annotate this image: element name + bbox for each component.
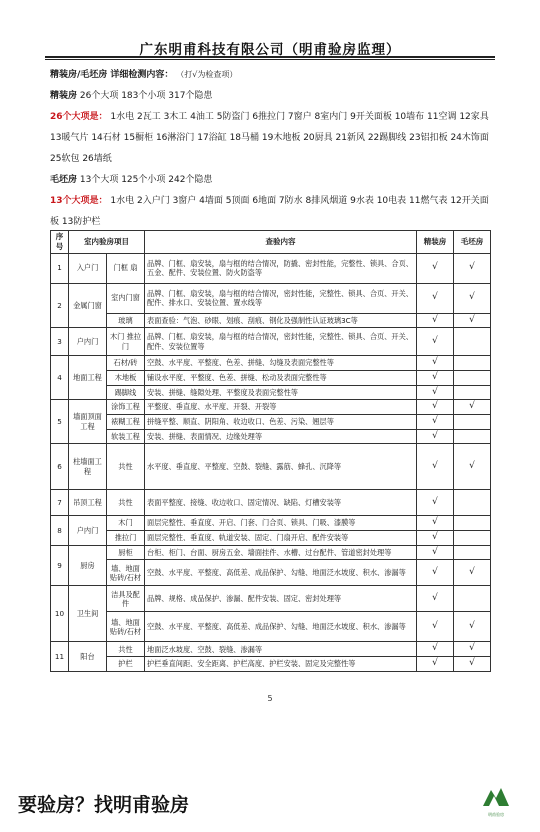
row-fine-check: √ — [417, 313, 454, 328]
row-subitem: 共性 — [107, 490, 145, 516]
row-fine-check: √ — [417, 370, 454, 385]
fine-label: 精装房 — [50, 91, 78, 101]
table-row — [51, 283, 491, 313]
intro-heading: 精装房/毛坯房 详细检测内容： — [50, 70, 174, 80]
row-no: 1 — [51, 253, 69, 283]
table-row — [51, 642, 491, 657]
rough-items-label: 13个大项是： — [50, 196, 108, 206]
row-fine-check: √ — [417, 545, 454, 560]
table-row — [51, 356, 491, 371]
row-category: 墙面顶面工程 — [69, 400, 107, 444]
row-rough-check — [454, 370, 491, 385]
table-row — [51, 385, 491, 400]
mountain-logo-icon — [481, 780, 511, 810]
rough-summary-line — [50, 170, 490, 191]
row-content: 面层完整性、垂直度、轨道安装、固定、门扇开启、配件安装等 — [145, 531, 417, 546]
fine-items-text: 1水电 2瓦工 3木工 4油工 5防盗门 6推拉门 7窗户 8室内门 9开关面板 10墙布 11空调 12家具 13暖气片 14石材 15橱柜 16淋浴门 17浴缸 18马桶 19木地板 20厨具 21新风 22踢脚线 23铝扣板 24木饰面 25软包 26墙纸 — [50, 112, 489, 164]
row-fine-check: √ — [417, 400, 454, 415]
row-rough-check: √ — [454, 444, 491, 490]
intro-section — [50, 64, 490, 233]
row-content: 表面查验：气泡、砂眼、划痕、刮痕、钢化及强制性认证玻璃3C等 — [145, 313, 417, 328]
rough-summary: 13个大项 125个小项 242个隐患 — [79, 175, 213, 185]
row-subitem: 室内门窗 — [107, 283, 145, 313]
page-title: 广东明甫科技有限公司（明甫验房监理） — [139, 42, 401, 58]
row-rough-check: √ — [454, 400, 491, 415]
row-fine-check: √ — [417, 429, 454, 444]
table-row — [51, 414, 491, 429]
row-content: 表面平整度、接缝、收边收口、固定情况、缺陷、灯槽安装等 — [145, 490, 417, 516]
row-content: 安装、拼缝、缝隙处理、平整度及表面完整性等 — [145, 385, 417, 400]
header-rough: 毛坯房 — [454, 231, 491, 254]
row-category: 厨房 — [69, 545, 107, 586]
row-no: 7 — [51, 490, 69, 516]
table-header-row — [51, 231, 491, 254]
row-fine-check: √ — [417, 490, 454, 516]
row-content: 拼缝平整、顺直、阴阳角、收边收口、色差、污染、翘层等 — [145, 414, 417, 429]
row-rough-check — [454, 414, 491, 429]
row-fine-check: √ — [417, 657, 454, 672]
row-content: 面层完整性、垂直度、开启、门套、门合页、锁具、门吸、漆膜等 — [145, 516, 417, 531]
rough-items-line — [50, 191, 490, 233]
row-category: 卫生间 — [69, 586, 107, 642]
table-row — [51, 560, 491, 586]
table-row — [51, 429, 491, 444]
table-row — [51, 612, 491, 642]
table-row — [51, 586, 491, 612]
header-content: 查验内容 — [145, 231, 417, 254]
table-row — [51, 490, 491, 516]
row-content: 铺设水平度、平整度、色差、拼缝、松动及表面完整性等 — [145, 370, 417, 385]
row-content: 空鼓、水平度、平整度、高低差、成品保护、勾缝、地面泛水坡度、积水、渗漏等 — [145, 612, 417, 642]
row-content: 护栏垂直间距、安全距离、护栏高度、护栏安装、固定及完整性等 — [145, 657, 417, 672]
row-category: 入户门 — [69, 253, 107, 283]
row-fine-check: √ — [417, 612, 454, 642]
rough-items-text: 1水电 2入户门 3窗户 4墙面 5顶面 6地面 7防水 8排风烟道 9水表 10电表 11燃气表 12开关面板 13防护栏 — [50, 196, 489, 227]
row-rough-check — [454, 545, 491, 560]
row-rough-check — [454, 328, 491, 356]
table-row — [51, 444, 491, 490]
row-no: 2 — [51, 283, 69, 328]
row-rough-check: √ — [454, 657, 491, 672]
rough-label: 毛坯房 — [50, 175, 78, 185]
row-content: 平整度、垂直度、水平度、开裂、开裂等 — [145, 400, 417, 415]
fine-summary: 26个大项 183个小项 317个隐患 — [79, 91, 213, 101]
row-category: 户内门 — [69, 328, 107, 356]
intro-heading-note: （打√为检查项） — [176, 70, 238, 79]
row-subitem: 软装工程 — [107, 429, 145, 444]
row-rough-check — [454, 586, 491, 612]
row-subitem: 涂饰工程 — [107, 400, 145, 415]
header-item: 室内验房项目 — [69, 231, 145, 254]
title-rule-thin — [45, 59, 495, 60]
row-category: 地面工程 — [69, 356, 107, 400]
row-fine-check: √ — [417, 444, 454, 490]
table-row — [51, 253, 491, 283]
row-subitem: 护栏 — [107, 657, 145, 672]
fine-summary-line — [50, 86, 490, 107]
row-subitem: 厨柜 — [107, 545, 145, 560]
row-subitem: 推拉门 — [107, 531, 145, 546]
row-subitem: 踢脚线 — [107, 385, 145, 400]
intro-heading-line — [50, 64, 490, 86]
row-content: 台柜、柜门、台面、厨房五金、墙面挂件、水槽、过台配件、管道密封处理等 — [145, 545, 417, 560]
row-rough-check: √ — [454, 612, 491, 642]
row-fine-check: √ — [417, 356, 454, 371]
row-content: 水平度、垂直度、平整度、空鼓、裂缝、露筋、蜂孔、沉降等 — [145, 444, 417, 490]
row-content: 品牌、门框、扇安装，扇与框的结合情况，密封性能，完整性、锁具、合页、开关、配件、安装位置等 — [145, 328, 417, 356]
row-subitem: 共性 — [107, 642, 145, 657]
table-row — [51, 313, 491, 328]
row-fine-check: √ — [417, 414, 454, 429]
row-category: 吊顶工程 — [69, 490, 107, 516]
row-content: 品牌、规格、成品保护、渗漏、配件安装、固定、密封处理等 — [145, 586, 417, 612]
table-row — [51, 516, 491, 531]
row-subitem: 裱糊工程 — [107, 414, 145, 429]
fine-items-line — [50, 107, 490, 170]
table-row — [51, 328, 491, 356]
row-fine-check: √ — [417, 560, 454, 586]
row-rough-check — [454, 385, 491, 400]
row-no: 11 — [51, 642, 69, 671]
table-row — [51, 531, 491, 546]
row-fine-check: √ — [417, 283, 454, 313]
row-subitem: 墙、地面贴砖/石材 — [107, 560, 145, 586]
row-fine-check: √ — [417, 253, 454, 283]
row-category: 金属门窗 — [69, 283, 107, 328]
table-row — [51, 545, 491, 560]
table-row — [51, 657, 491, 672]
row-fine-check: √ — [417, 586, 454, 612]
row-subitem: 洁具及配件 — [107, 586, 145, 612]
row-fine-check: √ — [417, 516, 454, 531]
row-rough-check: √ — [454, 642, 491, 657]
logo-caption: 明甫验房 — [488, 812, 504, 817]
row-content: 空鼓、水平度、平整度、色差、拼缝、勾缝及表面完整性等 — [145, 356, 417, 371]
row-fine-check: √ — [417, 328, 454, 356]
row-category: 户内门 — [69, 516, 107, 545]
row-rough-check — [454, 356, 491, 371]
row-rough-check — [454, 429, 491, 444]
row-no: 5 — [51, 400, 69, 444]
row-no: 6 — [51, 444, 69, 490]
row-content: 地面泛水坡度、空鼓、裂缝、渗漏等 — [145, 642, 417, 657]
row-category: 柱墙面工程 — [69, 444, 107, 490]
row-rough-check: √ — [454, 313, 491, 328]
row-rough-check: √ — [454, 560, 491, 586]
row-no: 10 — [51, 586, 69, 642]
row-content: 品牌、门框、扇安装，扇与框的结合情况，密封性能，完整性、锁具、合页、开关、配件、排水口、安装位置、置水线等 — [145, 283, 417, 313]
row-rough-check — [454, 516, 491, 531]
row-fine-check: √ — [417, 531, 454, 546]
row-no: 4 — [51, 356, 69, 400]
header-fine: 精装房 — [417, 231, 454, 254]
row-rough-check — [454, 490, 491, 516]
row-fine-check: √ — [417, 642, 454, 657]
row-fine-check: √ — [417, 385, 454, 400]
row-subitem: 石材/砖 — [107, 356, 145, 371]
row-content: 空鼓、水平度、平整度、高低差、成品保护、勾缝、地面泛水坡度、积水、渗漏等 — [145, 560, 417, 586]
table-row — [51, 370, 491, 385]
table-row — [51, 400, 491, 415]
fine-items-label: 26个大项是： — [50, 112, 108, 122]
row-subitem: 门框 扇 — [107, 253, 145, 283]
inspection-table — [50, 230, 491, 672]
row-no: 8 — [51, 516, 69, 545]
row-rough-check — [454, 531, 491, 546]
row-content: 品牌、门框、扇安装，扇与框的结合情况，防撬、密封性能，完整性、锁具、合页、五金、配件、安装位置、防火防盗等 — [145, 253, 417, 283]
row-content: 安装、拼缝、表面情况、边缘处理等 — [145, 429, 417, 444]
header-no: 序号 — [51, 231, 69, 254]
row-subitem: 木地板 — [107, 370, 145, 385]
row-subitem: 玻璃 — [107, 313, 145, 328]
title-rule — [45, 56, 495, 58]
page-number: 5 — [267, 694, 273, 703]
footer-slogan: 要验房？找明甫验房 — [18, 794, 190, 816]
row-category: 阳台 — [69, 642, 107, 671]
row-rough-check: √ — [454, 253, 491, 283]
row-subitem: 木门 — [107, 516, 145, 531]
row-no: 3 — [51, 328, 69, 356]
row-subitem: 共性 — [107, 444, 145, 490]
row-rough-check: √ — [454, 283, 491, 313]
row-subitem: 木门 推拉门 — [107, 328, 145, 356]
row-no: 9 — [51, 545, 69, 586]
row-subitem: 墙、地面贴砖/石材 — [107, 612, 145, 642]
